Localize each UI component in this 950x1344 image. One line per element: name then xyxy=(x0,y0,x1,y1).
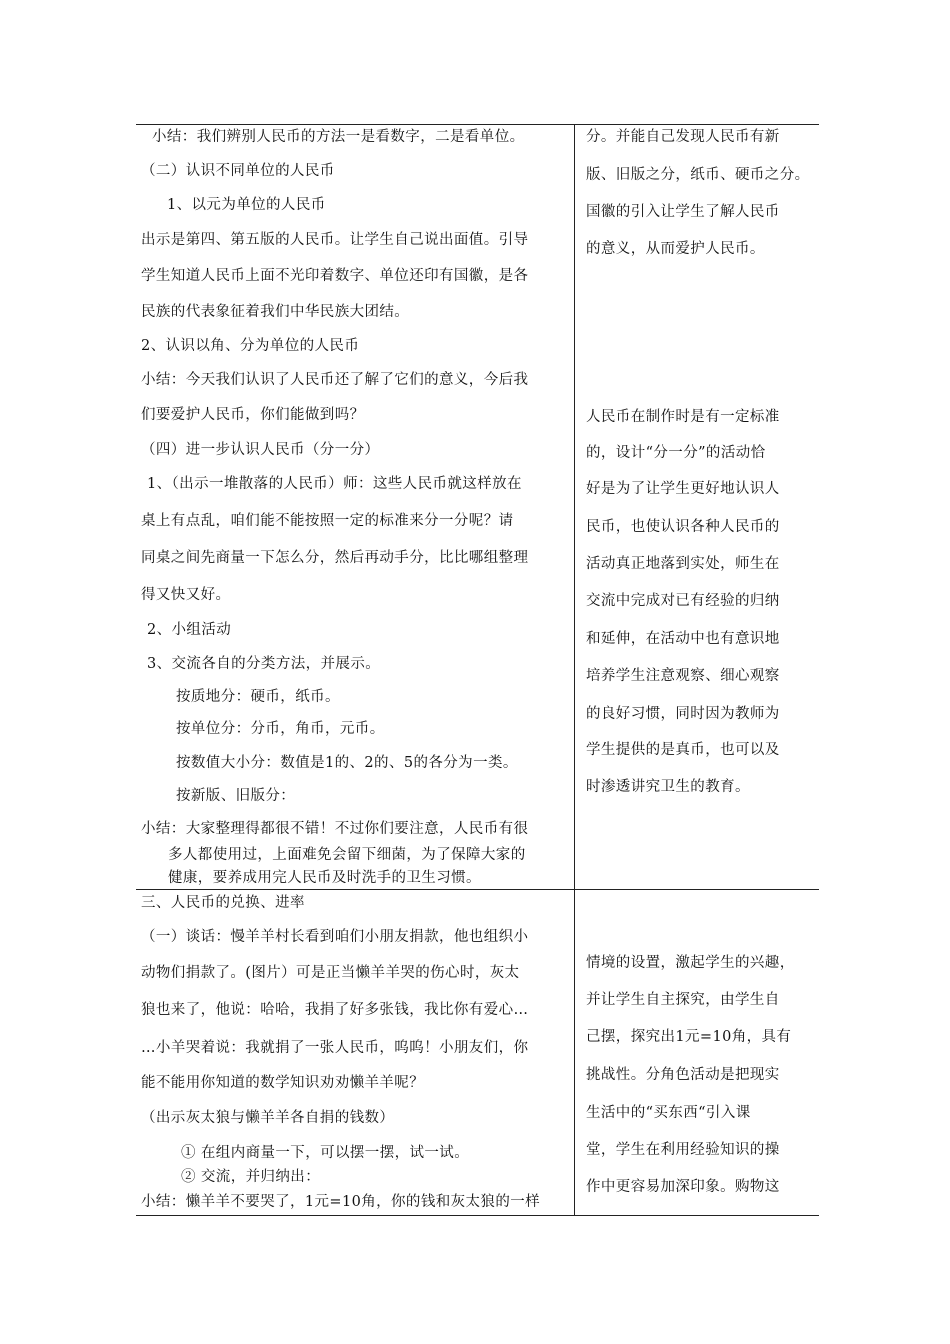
paragraph-line: 民族的代表象征着我们中华民族大团结。 xyxy=(141,304,410,320)
note-line: 并让学生自主探究，由学生自 xyxy=(586,992,780,1008)
column-divider xyxy=(574,124,575,1215)
note-line: 版、旧版之分，纸币、硬币之分。 xyxy=(586,167,810,183)
paragraph-line: 小结：大家整理得都很不错！不过你们要注意，人民币有很 xyxy=(141,821,529,837)
list-item: 按数值大小分：数值是1的、2的、5的各分为一类。 xyxy=(176,755,518,771)
paragraph-line: （一）谈话：慢羊羊村长看到咱们小朋友捐款，他也组织小 xyxy=(141,929,529,945)
list-item: ② 交流，并归纳出： xyxy=(181,1169,321,1185)
list-item: 按单位分：分币，角币，元币。 xyxy=(176,721,385,737)
list-item: 3、交流各自的分类方法，并展示。 xyxy=(147,656,381,672)
note-line: 挑战性。分角色活动是把现实 xyxy=(586,1067,780,1083)
note-line: 好是为了让学生更好地认识人 xyxy=(586,481,780,497)
paragraph-line: （出示灰太狼与懒羊羊各自捐的钱数） xyxy=(141,1110,395,1126)
paragraph-line: 动物们捐款了。(图片）可是正当懒羊羊哭的伤心时，灰太 xyxy=(141,965,520,981)
note-line: 分。并能自己发现人民币有新 xyxy=(586,129,780,145)
paragraph-line: 们要爱护人民币，你们能做到吗？ xyxy=(141,407,365,423)
note-line: 时渗透讲究卫生的教育。 xyxy=(586,779,750,795)
paragraph-line: 出示是第四、第五版的人民币。让学生自己说出面值。引导 xyxy=(141,232,529,248)
note-line: 培养学生注意观察、细心观察 xyxy=(586,668,780,684)
paragraph-line: 多人都使用过，上面难免会留下细菌，为了保障大家的 xyxy=(168,847,526,863)
paragraph-line: 小结：懒羊羊不要哭了，1元=10角，你的钱和灰太狼的一样 xyxy=(141,1194,541,1210)
subsection-heading: 1、以元为单位的人民币 xyxy=(167,197,326,213)
row-divider xyxy=(136,889,819,890)
note-line: 堂，学生在利用经验知识的操 xyxy=(586,1142,780,1158)
note-line: 作中更容易加深印象。购物这 xyxy=(586,1179,780,1195)
section-heading: （二）认识不同单位的人民币 xyxy=(141,163,335,179)
paragraph-line: 1、（出示一堆散落的人民币）师：这些人民币就这样放在 xyxy=(147,476,522,492)
paragraph-line: 能不能用你知道的数学知识劝劝懒羊羊呢？ xyxy=(141,1075,425,1091)
paragraph-line: 狼也来了，他说：哈哈，我捐了好多张钱，我比你有爱心… xyxy=(141,1002,529,1018)
note-line: 活动真正地落到实处，师生在 xyxy=(586,556,780,572)
note-line: 国徽的引入让学生了解人民币 xyxy=(586,204,780,220)
note-line: 民币，也使认识各种人民币的 xyxy=(586,519,780,535)
paragraph-line: 同桌之间先商量一下怎么分，然后再动手分，比比哪组整理 xyxy=(141,550,529,566)
list-item: 按新版、旧版分： xyxy=(176,788,296,804)
paragraph-line: 小结：今天我们认识了人民币还了解了它们的意义，今后我 xyxy=(141,372,529,388)
note-line: 情境的设置，激起学生的兴趣， xyxy=(586,955,795,971)
note-line: 己摆，探究出1元=10角，具有 xyxy=(586,1029,792,1045)
table-top-border xyxy=(136,124,819,125)
note-line: 生活中的“买东西“引入课 xyxy=(586,1105,751,1121)
paragraph-line: 得又快又好。 xyxy=(141,587,231,603)
subsection-heading: 2、认识以角、分为单位的人民币 xyxy=(141,338,360,354)
list-item: ① 在组内商量一下，可以摆一摆，试一试。 xyxy=(181,1145,470,1161)
list-item: 按质地分：硬币，纸币。 xyxy=(176,689,340,705)
note-line: 的意义，从而爱护人民币。 xyxy=(586,241,765,257)
note-line: 的，设计“分一分”的活动恰 xyxy=(586,445,766,461)
section-heading: （四）进一步认识人民币（分一分） xyxy=(141,442,380,458)
paragraph-line: 学生知道人民币上面不光印着数字、单位还印有国徽，是各 xyxy=(141,268,529,284)
table-bottom-border xyxy=(136,1215,819,1216)
paragraph-line: …小羊哭着说：我就捐了一张人民币，呜呜！小朋友们，你 xyxy=(141,1040,529,1056)
section-heading: 三、人民币的兑换、进率 xyxy=(141,895,305,911)
list-item: 2、小组活动 xyxy=(147,622,232,638)
paragraph-line: 健康，要养成用完人民币及时洗手的卫生习惯。 xyxy=(168,870,481,886)
note-line: 和延伸，在活动中也有意识地 xyxy=(586,631,780,647)
paragraph-line: 小结：我们辨别人民币的方法一是看数字，二是看单位。 xyxy=(152,129,525,145)
note-line: 交流中完成对已有经验的归纳 xyxy=(586,593,780,609)
note-line: 的良好习惯，同时因为教师为 xyxy=(586,706,780,722)
note-line: 人民币在制作时是有一定标准 xyxy=(586,409,780,425)
note-line: 学生提供的是真币，也可以及 xyxy=(586,742,780,758)
paragraph-line: 桌上有点乱，咱们能不能按照一定的标准来分一分呢？请 xyxy=(141,513,514,529)
